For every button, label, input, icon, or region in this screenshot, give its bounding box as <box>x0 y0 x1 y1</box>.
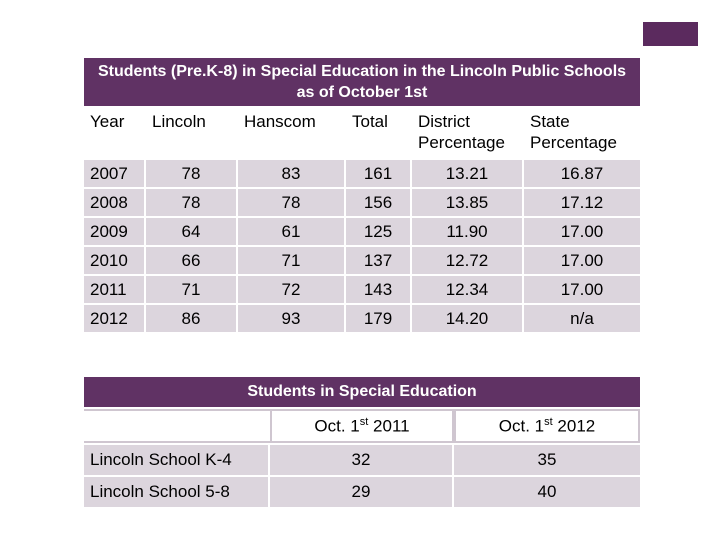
cell-year: 2010 <box>84 245 146 274</box>
header-oct-2012-suffix: 2012 <box>552 416 596 436</box>
header-blank <box>84 409 270 443</box>
cell-state-percentage: 17.00 <box>524 245 640 274</box>
cell-district-percentage: 11.90 <box>412 216 524 245</box>
cell-state-percentage: 16.87 <box>524 158 640 187</box>
cell-total: 161 <box>346 158 412 187</box>
header-oct-2011-sup: st <box>359 415 369 428</box>
cell-district-percentage: 13.85 <box>412 187 524 216</box>
special-ed-by-year-table <box>84 106 640 332</box>
cell-oct-2012: 35 <box>454 443 640 475</box>
cell-lincoln: 86 <box>146 303 238 332</box>
cell-hanscom: 61 <box>238 216 346 245</box>
cell-hanscom: 72 <box>238 274 346 303</box>
cell-hanscom: 78 <box>238 187 346 216</box>
table-row <box>84 187 640 216</box>
table-row <box>84 274 640 303</box>
cell-total: 179 <box>346 303 412 332</box>
cell-lincoln: 66 <box>146 245 238 274</box>
cell-total: 156 <box>346 187 412 216</box>
header-oct-2011-suffix: 2011 <box>368 416 410 436</box>
header-oct-2012 <box>454 409 640 443</box>
table-header-row <box>84 106 640 158</box>
cell-state-percentage: 17.12 <box>524 187 640 216</box>
cell-state-percentage: 17.00 <box>524 216 640 245</box>
cell-total: 137 <box>346 245 412 274</box>
cell-total: 125 <box>346 216 412 245</box>
cell-oct-2012: 40 <box>454 475 640 507</box>
header-oct-2011-prefix: Oct. 1 <box>314 416 360 436</box>
header-district-percentage: District Percentage <box>412 106 524 158</box>
cell-lincoln: 78 <box>146 158 238 187</box>
special-ed-by-school-table <box>84 409 640 507</box>
cell-year: 2007 <box>84 158 146 187</box>
cell-year: 2012 <box>84 303 146 332</box>
table1-title: Students (Pre.K-8) in Special Education in the Lincoln Public Schools as of October 1st <box>84 58 640 106</box>
cell-state-percentage: 17.00 <box>524 274 640 303</box>
table-row <box>84 245 640 274</box>
cell-lincoln: 64 <box>146 216 238 245</box>
cell-district-percentage: 13.21 <box>412 158 524 187</box>
header-lincoln: Lincoln <box>146 106 238 158</box>
cell-total: 143 <box>346 274 412 303</box>
cell-school: Lincoln School 5-8 <box>84 475 270 507</box>
cell-hanscom: 83 <box>238 158 346 187</box>
cell-hanscom: 93 <box>238 303 346 332</box>
header-oct-2012-prefix: Oct. 1 <box>498 416 545 436</box>
corner-decoration <box>643 22 698 46</box>
cell-oct-2011: 32 <box>270 443 454 475</box>
table-row <box>84 303 640 332</box>
header-year: Year <box>84 106 146 158</box>
table-row <box>84 158 640 187</box>
header-total: Total <box>346 106 412 158</box>
header-oct-2012-sup: st <box>544 415 553 428</box>
cell-district-percentage: 14.20 <box>412 303 524 332</box>
table2-title: Students in Special Education <box>84 377 640 407</box>
table-row <box>84 443 640 475</box>
cell-district-percentage: 12.72 <box>412 245 524 274</box>
cell-year: 2008 <box>84 187 146 216</box>
cell-hanscom: 71 <box>238 245 346 274</box>
cell-year: 2011 <box>84 274 146 303</box>
cell-lincoln: 78 <box>146 187 238 216</box>
cell-district-percentage: 12.34 <box>412 274 524 303</box>
header-state-percentage: State Percentage <box>524 106 640 158</box>
cell-oct-2011: 29 <box>270 475 454 507</box>
cell-school: Lincoln School K-4 <box>84 443 270 475</box>
header-oct-2011 <box>270 409 454 443</box>
cell-year: 2009 <box>84 216 146 245</box>
cell-lincoln: 71 <box>146 274 238 303</box>
cell-state-percentage: n/a <box>524 303 640 332</box>
header-hanscom: Hanscom <box>238 106 346 158</box>
table-row <box>84 216 640 245</box>
table-row <box>84 475 640 507</box>
table-header-row <box>84 409 640 443</box>
